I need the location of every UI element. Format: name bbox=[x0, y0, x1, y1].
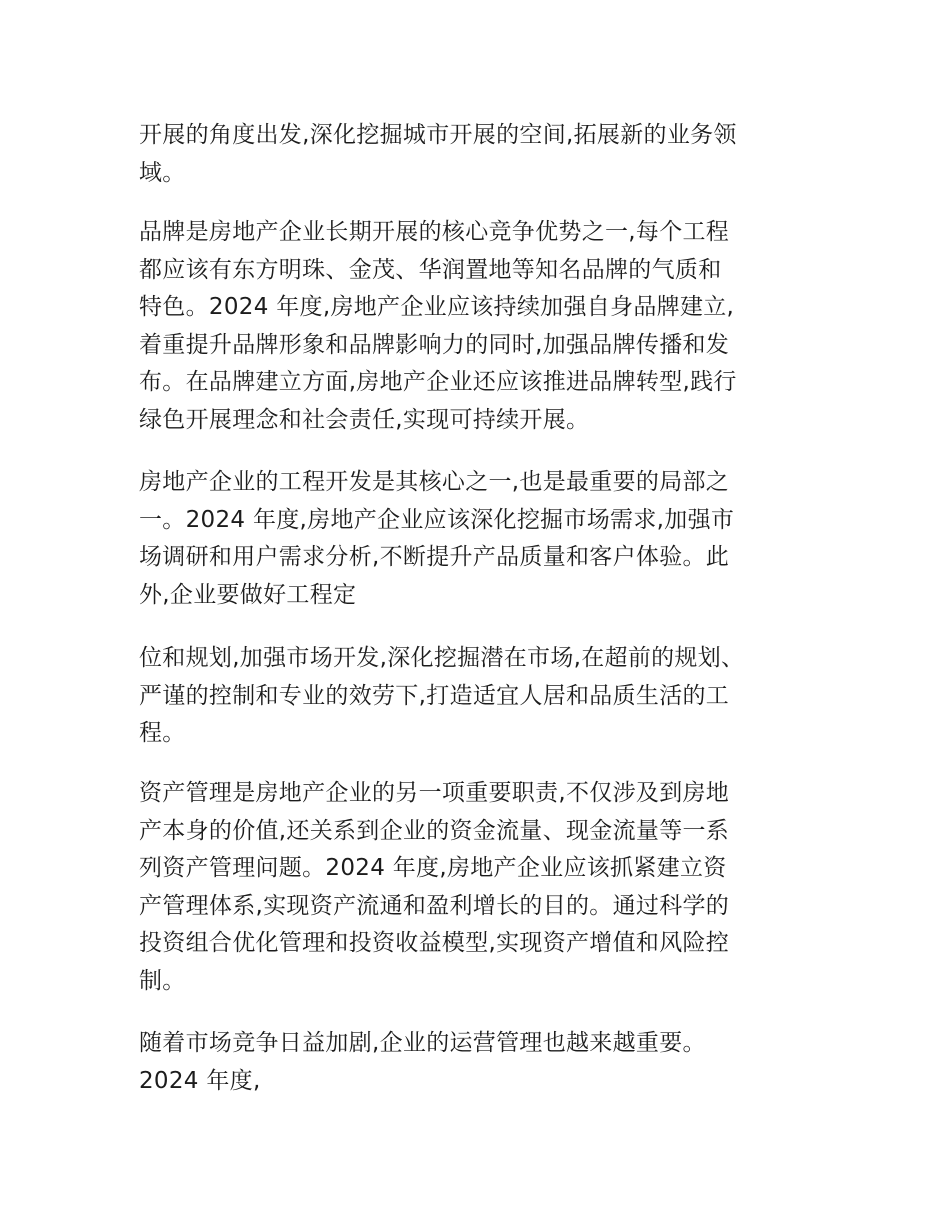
text-line: 随着市场竞争日益加剧,企业的运营管理也越来越重要。 bbox=[139, 1030, 706, 1056]
text-line: 着重提升品牌形象和品牌影响力的同时,加强品牌传播和发 bbox=[139, 331, 730, 358]
text-line: 2024 年度, bbox=[139, 1067, 261, 1094]
paragraph-4 bbox=[139, 640, 819, 753]
text-line: 资产管理是房地产企业的另一项重要职责,不仅涉及到房地 bbox=[139, 780, 730, 806]
text-line: 程。 bbox=[139, 720, 186, 746]
paragraph-5 bbox=[139, 775, 819, 1000]
text-line: 列资产管理问题。2024 年度,房地产企业应该抓紧建立资 bbox=[139, 855, 727, 881]
paragraph-3 bbox=[139, 464, 819, 614]
text-line: 绿色开展理念和社会责任,实现可持续开展。 bbox=[139, 406, 590, 433]
paragraph-6 bbox=[139, 1025, 819, 1100]
text-line: 品牌是房地产企业长期开展的核心竞争优势之一,每个工程 bbox=[139, 219, 730, 245]
text-line: 严谨的控制和专业的效劳下,打造适宜人居和品质生活的工 bbox=[139, 682, 730, 709]
paragraph-1 bbox=[139, 117, 819, 192]
text-line: 外,企业要做好工程定 bbox=[139, 581, 357, 608]
text-line: 产本身的价值,还关系到企业的资金流量、现金流量等一系 bbox=[139, 817, 730, 844]
text-line: 特色。2024 年度,房地产企业应该持续加强自身品牌建立, bbox=[139, 294, 735, 320]
text-line: 制。 bbox=[139, 967, 186, 994]
text-line: 位和规划,加强市场开发,深化挖掘潜在市场,在超前的规划、 bbox=[139, 645, 745, 671]
text-line: 域。 bbox=[139, 159, 186, 186]
text-line: 开展的角度出发,深化挖掘城市开展的空间,拓展新的业务领 bbox=[139, 122, 737, 148]
paragraph-2 bbox=[139, 214, 819, 439]
text-line: 房地产企业的工程开发是其核心之一,也是最重要的局部之 bbox=[139, 469, 730, 495]
text-line: 布。在品牌建立方面,房地产企业还应该推进品牌转型,践行 bbox=[139, 369, 737, 395]
text-line: 都应该有东方明珠、金茂、华润置地等知名品牌的气质和 bbox=[139, 256, 722, 283]
text-line: 一。2024 年度,房地产企业应该深化挖掘市场需求,加强市 bbox=[139, 506, 735, 533]
text-line: 产管理体系,实现资产流通和盈利增长的目的。通过科学的 bbox=[139, 892, 730, 919]
text-line: 场调研和用户需求分析,不断提升产品质量和客户体验。此 bbox=[139, 544, 730, 570]
text-line: 投资组合优化管理和投资收益模型,实现资产增值和风险控 bbox=[139, 930, 730, 956]
